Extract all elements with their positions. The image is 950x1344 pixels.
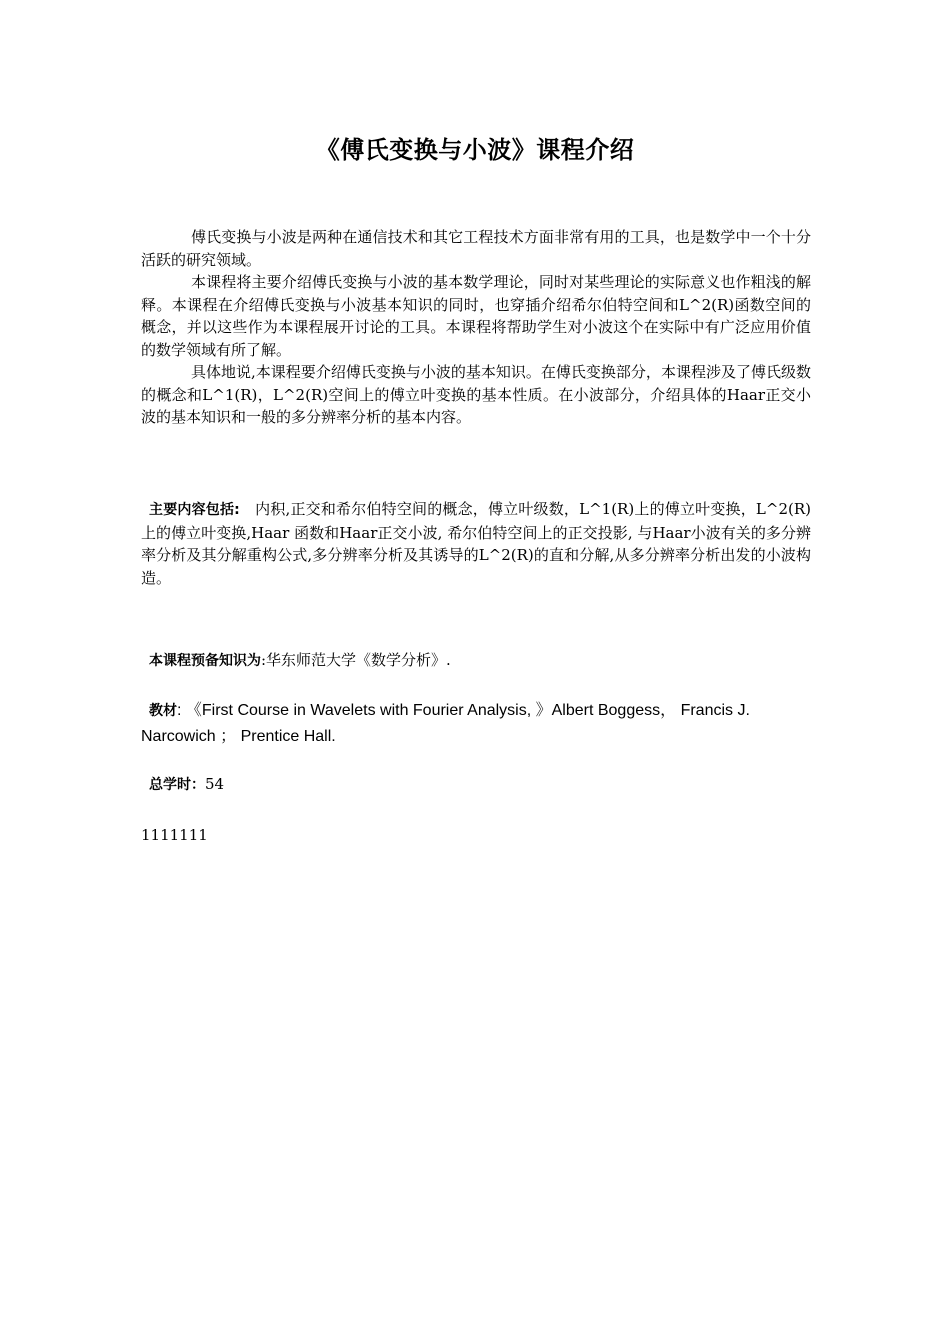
total-hours-value: 54 xyxy=(205,775,225,793)
total-hours-line xyxy=(141,772,811,797)
total-hours-label: 总学时： xyxy=(149,777,205,793)
main-content-section xyxy=(141,498,811,589)
prerequisite-line xyxy=(141,648,811,673)
page-title: 《傅氏变换与小波》课程介绍 xyxy=(315,136,635,164)
intro-paragraph: 傅氏变换与小波是两种在通信技术和其它工程技术方面非常有用的工具，也是数学中一个十分活跃的研究领域。 xyxy=(141,228,811,269)
trailing-number: 1111111 xyxy=(141,826,208,844)
prerequisite-label: 本课程预备知识为 xyxy=(149,653,261,669)
intro-paragraph: 具体地说,本课程要介绍傅氏变换与小波的基本知识。在傅氏变换部分，本课程涉及了傅氏级数的概念和L^1(R)，L^2(R)空间上的傅立叶变换的基本性质。在小波部分，介绍具体的Haar正交小波的基本知识和一般的多分辨率分析的基本内容。 xyxy=(141,363,811,426)
main-content-label: 主要内容包括: xyxy=(149,502,240,518)
textbook-line xyxy=(141,698,811,749)
prerequisite-text: :华东师范大学《数学分析》. xyxy=(261,651,451,669)
main-content-text: 内积,正交和希尔伯特空间的概念，傅立叶级数，L^1(R)上的傅立叶变换，L^2(R)上的傅立叶变换,Haar 函数和Haar正交小波, 希尔伯特空间上的正交投影, 与Haar小波有关的多分辨率分析及其分解重构公式,多分辨率分析及其诱导的L^2(R)的直和分解,从多分辨率分析出发的小波构造。 xyxy=(141,500,811,587)
intro-section xyxy=(141,226,811,429)
textbook-text: : 《First Course in Wavelets with Fourier Analysis, 》Albert Boggess， Francis J. Narcowich ； Prentice Hall. xyxy=(141,702,750,745)
intro-paragraph: 本课程将主要介绍傅氏变换与小波的基本数学理论，同时对某些理论的实际意义也作粗浅的解释。本课程在介绍傅氏变换与小波基本知识的同时，也穿插介绍希尔伯特空间和L^2(R)函数空间的概念，并以这些作为本课程展开讨论的工具。本课程将帮助学生对小波这个在实际中有广泛应用价值的数学领域有所了解。 xyxy=(141,273,811,359)
textbook-label: 教材 xyxy=(149,703,177,719)
